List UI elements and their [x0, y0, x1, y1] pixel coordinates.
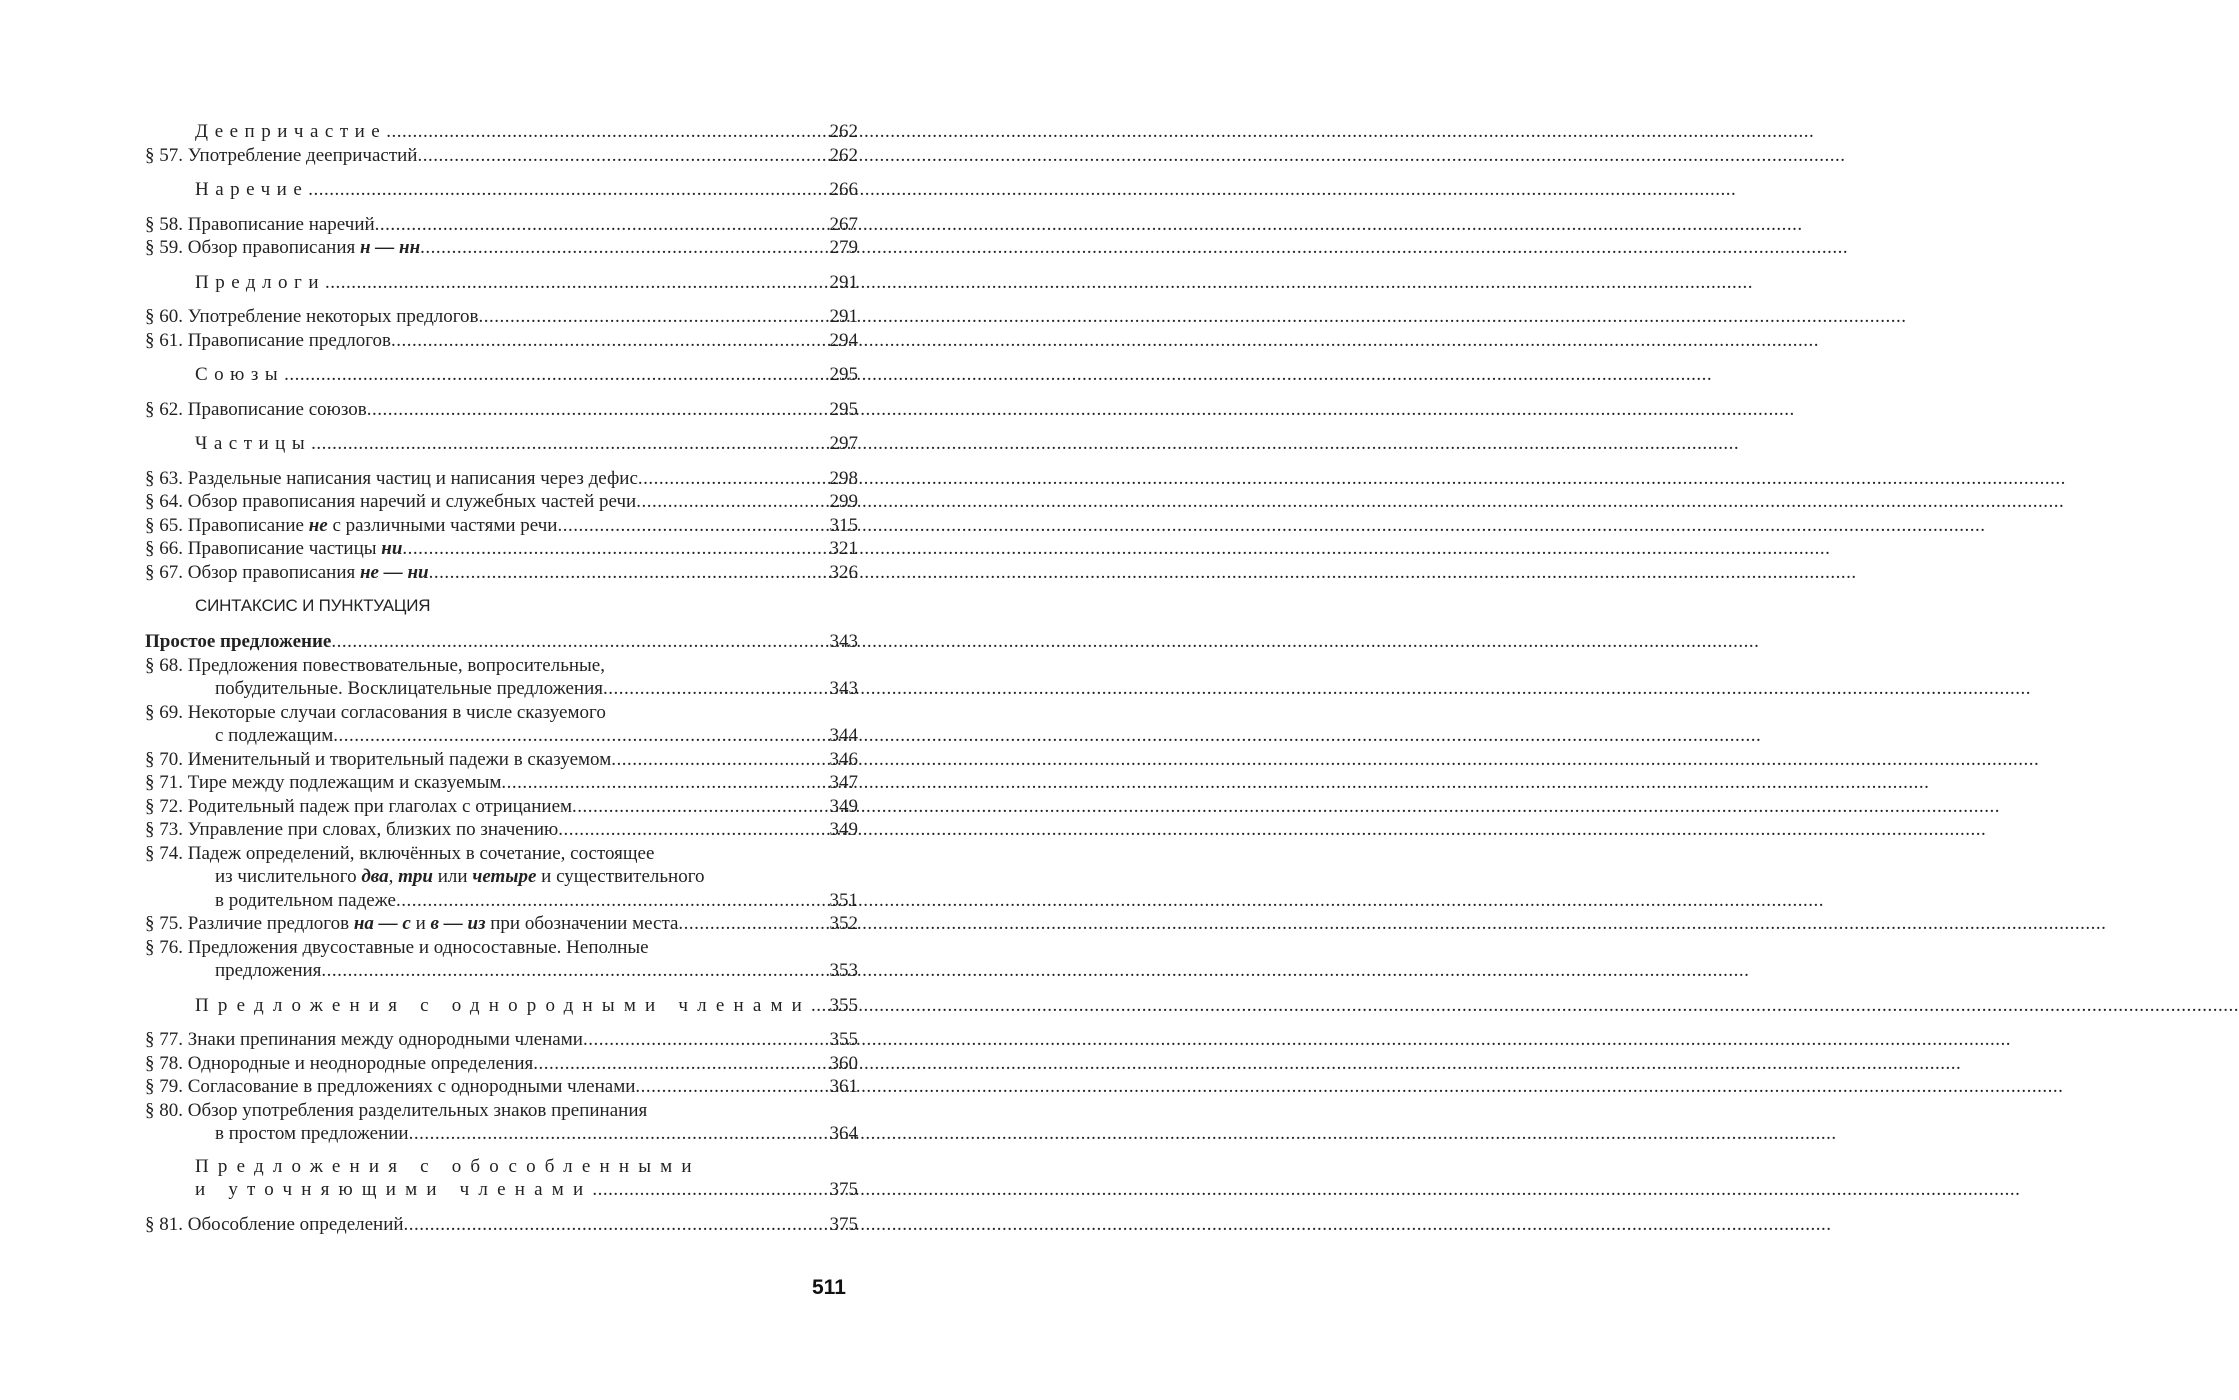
toc-page-number: 297	[829, 433, 858, 454]
toc-text: § 67. Обзор правописания	[145, 561, 360, 583]
toc-entry	[145, 490, 858, 514]
toc-page-number: 361	[829, 1076, 858, 1097]
book-page	[0, 0, 1000, 1400]
toc-entry-line: § 68. Предложения повествовательные, вопросительные,	[145, 654, 605, 676]
toc-entry-label: Деепричастие	[195, 121, 387, 142]
toc-entry-label: Простое предложение	[145, 631, 332, 652]
leader-dots	[325, 271, 829, 295]
toc-chapter-heading	[145, 630, 858, 654]
leader-dots	[367, 398, 830, 422]
toc-entry-label: в родительном падеже	[215, 889, 396, 911]
emphasized-text: не — ни	[359, 561, 429, 583]
toc-page-number: 326	[829, 561, 858, 583]
toc-page-number: 262	[829, 121, 858, 142]
leader-dots	[409, 1122, 830, 1146]
leader-dots	[638, 467, 830, 491]
toc-page-number: 349	[829, 819, 858, 840]
toc-entry	[145, 398, 858, 422]
leader-dots	[429, 561, 830, 585]
toc-page-number: 344	[829, 725, 858, 746]
toc-page-number: 349	[829, 795, 858, 817]
toc-entry	[145, 818, 858, 842]
leader-dots	[420, 236, 829, 260]
leader-dots	[391, 329, 830, 353]
toc-entry	[145, 329, 858, 353]
toc-page-number: 279	[829, 237, 858, 258]
toc-page-number: 266	[829, 179, 858, 200]
part-title: СИНТАКСИС И ПУНКТУАЦИЯ	[195, 596, 431, 615]
toc-page-number: 262	[829, 144, 858, 166]
toc-entry-label: с подлежащим	[215, 725, 334, 746]
toc-entry-label: § 62. Правописание союзов	[145, 398, 367, 420]
toc-entry	[145, 1213, 858, 1237]
toc-entry-label: § 73. Управление при словах, близких по значению	[145, 819, 559, 840]
toc-entry-label: § 60. Употребление некоторых предлогов	[145, 306, 479, 327]
toc-entry-label: Наречие	[195, 179, 309, 200]
toc-entry	[145, 1122, 858, 1146]
toc-page-number: 347	[829, 772, 858, 793]
toc-page-number: 360	[829, 1052, 858, 1074]
toc-entry-line: § 76. Предложения двусоставные и односоставные. Неполные	[145, 936, 649, 958]
toc-text: из числительного	[215, 866, 362, 887]
leader-dots	[636, 490, 829, 514]
toc-entry	[145, 514, 858, 538]
toc-entry-label: § 78. Однородные и неоднородные определения	[145, 1052, 534, 1074]
page-number: 511	[812, 1276, 846, 1299]
toc-text: с различными частями речи	[327, 514, 558, 536]
leader-dots	[311, 432, 829, 456]
toc-entry	[145, 236, 858, 260]
toc-entry-label	[145, 912, 678, 936]
leader-dots	[501, 771, 829, 795]
leader-dots	[635, 1075, 829, 1099]
toc-entry-label	[145, 236, 420, 260]
toc-page-number: 355	[829, 1029, 858, 1050]
toc-entry-label: Частицы	[195, 433, 312, 454]
toc-entry	[145, 467, 858, 491]
toc-entry-label: § 77. Знаки препинания между однородными членами	[145, 1029, 583, 1050]
toc-text: § 65. Правописание	[145, 514, 309, 536]
leader-dots	[603, 677, 830, 701]
toc-entry-label: § 72. Родительный падеж при глаголах с отрицанием	[145, 795, 573, 817]
emphasized-text: ни	[381, 538, 403, 559]
leader-dots	[417, 144, 829, 168]
toc-section-heading	[145, 178, 858, 202]
leader-dots	[308, 178, 829, 202]
toc-entry-line: § 80. Обзор употребления разделительных знаков препинания	[145, 1099, 648, 1121]
toc-entry-label: побудительные. Восклицательные предложения	[215, 678, 603, 699]
leader-dots	[333, 724, 829, 748]
toc-entry-label: § 71. Тире между подлежащим и сказуемым	[145, 772, 502, 793]
toc-entry-label: § 63. Раздельные написания частиц и написания через дефис	[145, 467, 638, 489]
toc-entry-label: Предлоги	[195, 271, 326, 293]
toc-page-number: 299	[829, 491, 858, 512]
toc-entry-line	[145, 865, 858, 889]
toc-page-number: 375	[829, 1179, 858, 1200]
toc-page-number: 355	[829, 994, 858, 1016]
leader-dots	[533, 1052, 829, 1076]
toc-entry-label: Предложения с однородными членами	[195, 994, 812, 1016]
toc-entry	[145, 561, 858, 585]
leader-dots	[331, 630, 829, 654]
toc-entry-label: § 64. Обзор правописания наречий и служебных частей речи	[145, 491, 637, 512]
toc-entry	[145, 912, 858, 936]
toc-text: при обозначении места	[485, 913, 679, 934]
toc-page-number: 343	[829, 678, 858, 699]
toc-section-heading-line: Предложения с обособленными	[195, 1155, 701, 1177]
toc-page-number: 346	[829, 748, 858, 770]
leader-dots	[592, 1178, 829, 1202]
emphasized-text: три	[398, 866, 434, 887]
toc-entry	[145, 144, 858, 168]
toc-entry	[145, 889, 858, 913]
toc-page-number: 375	[829, 1213, 858, 1235]
toc-page-number: 298	[829, 467, 858, 489]
toc-text: ,	[388, 866, 399, 887]
table-of-contents	[145, 120, 858, 1236]
toc-entry	[145, 1052, 858, 1076]
leader-dots	[402, 537, 829, 561]
emphasized-text: четыре	[472, 866, 537, 887]
toc-entry	[145, 771, 858, 795]
toc-entry-label: предложения	[215, 960, 322, 981]
toc-entry	[145, 795, 858, 819]
toc-text: § 66. Правописание частицы	[145, 538, 382, 559]
toc-entry-label	[145, 514, 557, 538]
toc-text: и существительного	[536, 866, 705, 887]
toc-text: § 75. Различие предлогов	[145, 913, 354, 934]
toc-text: и	[410, 913, 431, 934]
toc-page-number: 267	[829, 213, 858, 235]
leader-dots	[404, 1213, 830, 1237]
toc-entry-label: в простом предложении	[215, 1123, 409, 1144]
toc-entry-label	[145, 537, 402, 561]
emphasized-text: не	[308, 514, 328, 536]
toc-page-number: 351	[829, 889, 858, 911]
toc-section-heading	[145, 1178, 858, 1202]
leader-dots	[678, 912, 829, 936]
toc-entry-label: § 57. Употребление деепричастий	[145, 144, 418, 166]
toc-entry	[145, 959, 858, 983]
toc-section-heading	[145, 363, 858, 387]
toc-entry-label: § 70. Именительный и творительный падежи в сказуемом	[145, 748, 612, 770]
leader-dots	[375, 213, 830, 237]
toc-page-number: 315	[829, 514, 858, 536]
toc-text: или	[433, 866, 473, 887]
leader-dots	[479, 305, 830, 329]
toc-entry-label	[145, 561, 429, 585]
toc-page-number: 321	[829, 538, 858, 559]
toc-entry	[145, 537, 858, 561]
emphasized-text: в — из	[430, 913, 486, 934]
toc-section-heading	[145, 271, 858, 295]
emphasized-text: на — с	[353, 913, 411, 934]
leader-dots	[386, 120, 829, 144]
toc-page-number: 295	[829, 398, 858, 420]
emphasized-text: два	[361, 866, 389, 887]
leader-dots	[396, 889, 830, 913]
toc-page-number: 291	[829, 306, 858, 327]
toc-entry	[145, 724, 858, 748]
toc-entry	[145, 677, 858, 701]
toc-page-number: 343	[829, 631, 858, 652]
toc-text: § 59. Обзор правописания	[145, 237, 360, 258]
toc-entry-label: § 81. Обособление определений	[145, 1213, 404, 1235]
toc-entry	[145, 305, 858, 329]
toc-page-number: 295	[829, 364, 858, 385]
toc-entry-label: § 79. Согласование в предложениях с однородными членами	[145, 1076, 636, 1097]
toc-page-number: 364	[829, 1123, 858, 1144]
leader-dots	[284, 363, 829, 387]
toc-entry	[145, 1028, 858, 1052]
toc-entry-label: и уточняющими членами	[195, 1179, 593, 1200]
toc-page-number: 291	[829, 271, 858, 293]
toc-entry	[145, 1075, 858, 1099]
emphasized-text: н — нн	[359, 237, 421, 258]
toc-entry-label: Союзы	[195, 364, 285, 385]
leader-dots	[583, 1028, 830, 1052]
toc-section-heading	[145, 994, 858, 1018]
toc-entry-label: § 58. Правописание наречий	[145, 213, 375, 235]
leader-dots	[558, 818, 829, 842]
leader-dots	[811, 994, 829, 1018]
toc-entry	[145, 213, 858, 237]
leader-dots	[321, 959, 829, 983]
toc-entry	[145, 748, 858, 772]
toc-section-heading	[145, 120, 858, 144]
leader-dots	[572, 795, 829, 819]
toc-page-number: 352	[829, 913, 858, 934]
toc-page-number: 294	[829, 329, 858, 351]
toc-entry-label: § 61. Правописание предлогов	[145, 329, 391, 351]
leader-dots	[611, 748, 829, 772]
toc-section-heading	[145, 432, 858, 456]
toc-entry-line: § 69. Некоторые случаи согласования в числе сказуемого	[145, 701, 606, 723]
leader-dots	[557, 514, 829, 538]
toc-entry-line: § 74. Падеж определений, включённых в сочетание, состоящее	[145, 842, 655, 864]
toc-page-number: 353	[829, 960, 858, 981]
